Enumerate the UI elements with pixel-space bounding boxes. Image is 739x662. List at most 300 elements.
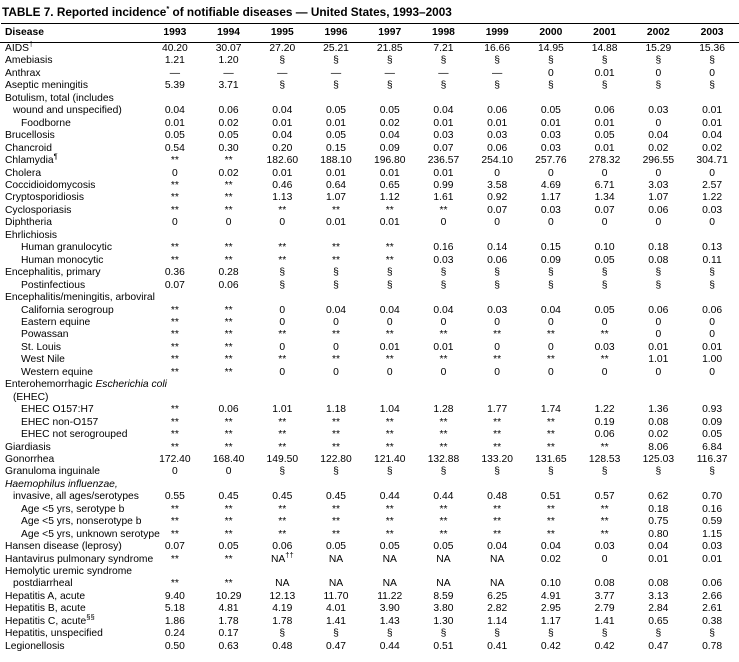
year-value-cell: ** xyxy=(546,441,555,453)
year-value-cell: ** xyxy=(278,242,287,254)
year-value-cell xyxy=(685,392,739,404)
year-value-cell: 0.02 xyxy=(648,429,669,441)
table-row xyxy=(0,230,739,242)
year-value-cell xyxy=(578,566,632,578)
year-value-cell: 0.47 xyxy=(325,640,347,652)
year-value-cell: 0.18 xyxy=(648,242,669,254)
year-value-cell xyxy=(578,379,632,391)
year-value-cell: ** xyxy=(439,441,448,453)
year-value-cell: 0.04 xyxy=(325,304,347,316)
year-value-cell: ** xyxy=(332,516,341,528)
column-header-disease: Disease xyxy=(0,24,148,43)
disease-label-cell: Hepatitis C, acute§§ xyxy=(5,612,95,627)
year-value-cell xyxy=(417,566,471,578)
year-value-cell: 0 xyxy=(655,366,662,378)
table-row xyxy=(0,429,739,441)
table-row xyxy=(0,192,739,204)
year-value-cell: 0 xyxy=(548,341,554,353)
year-value-cell: ** xyxy=(278,503,287,515)
year-value-cell: 0.04 xyxy=(648,130,669,142)
year-value-cell: ** xyxy=(439,429,448,441)
year-value-cell: ** xyxy=(224,316,233,328)
year-value-cell: ** xyxy=(385,254,394,266)
year-value-cell: 0 xyxy=(709,316,715,328)
year-value-cell: 0.07 xyxy=(164,279,185,291)
year-value-cell: 0.08 xyxy=(648,254,669,266)
year-value-cell: 3.77 xyxy=(594,590,615,602)
disease-label-cell: EHEC not serogrouped xyxy=(21,429,128,441)
year-value-cell: § xyxy=(601,55,608,67)
year-value-cell: 0.08 xyxy=(594,578,615,590)
year-value-cell: ** xyxy=(385,516,394,528)
year-value-cell: 0.45 xyxy=(218,491,239,503)
year-value-cell: ** xyxy=(600,516,609,528)
year-value-cell: § xyxy=(709,80,715,92)
year-value-cell: § xyxy=(548,466,554,478)
year-value-cell: 0.06 xyxy=(272,541,293,553)
year-value-cell: ** xyxy=(600,354,609,366)
year-value-cell: ** xyxy=(546,503,555,515)
year-value-cell: 0 xyxy=(333,341,339,353)
year-value-cell: 128.53 xyxy=(588,453,621,465)
year-value-cell: 3.71 xyxy=(218,80,239,92)
year-value-cell: ** xyxy=(385,204,394,216)
year-value-cell: ** xyxy=(493,416,502,428)
year-value-cell: 0.06 xyxy=(648,204,669,216)
year-value-cell: 0 xyxy=(709,366,715,378)
notifiable-diseases-table xyxy=(0,24,739,653)
year-value-cell: 11.22 xyxy=(377,590,403,602)
year-value-cell xyxy=(578,292,632,304)
year-value-cell: ** xyxy=(224,553,233,565)
table-row xyxy=(0,329,739,341)
disease-label-cell: Age <5 yrs, unknown serotype xyxy=(21,528,160,540)
year-value-cell: 0.03 xyxy=(540,204,561,216)
year-value-cell xyxy=(309,379,363,391)
year-value-cell: 0 xyxy=(548,366,554,378)
year-value-cell: 0 xyxy=(333,366,339,378)
year-value-cell: 0.01 xyxy=(433,117,454,129)
year-value-cell: ** xyxy=(170,578,179,590)
year-value-cell xyxy=(524,566,578,578)
year-value-cell: 0.05 xyxy=(594,254,615,266)
year-value-cell: 0.02 xyxy=(379,117,400,129)
year-value-cell: 0.44 xyxy=(379,491,400,503)
year-value-cell: § xyxy=(386,80,393,92)
disease-label-cell: Amebiasis xyxy=(5,55,53,67)
year-value-cell xyxy=(524,93,578,105)
year-value-cell: 0.01 xyxy=(379,217,400,229)
year-value-cell: ** xyxy=(224,192,233,204)
year-value-cell: 1.17 xyxy=(540,192,561,204)
year-value-cell: 0.41 xyxy=(487,640,508,652)
year-value-cell xyxy=(363,392,417,404)
year-value-cell: 1.78 xyxy=(218,615,239,627)
year-value-cell: 0.01 xyxy=(272,167,293,179)
table-row xyxy=(0,255,739,267)
year-value-cell xyxy=(202,379,256,391)
year-value-cell: 0.28 xyxy=(218,267,239,279)
year-value-cell: 0.06 xyxy=(594,429,615,441)
year-value-cell: 3.13 xyxy=(648,590,669,602)
table-row xyxy=(0,280,739,292)
column-header-year-2003: 2003 xyxy=(685,24,739,43)
year-value-cell: 0.03 xyxy=(594,541,615,553)
year-value-cell: ** xyxy=(278,416,287,428)
year-value-cell: 125.03 xyxy=(642,453,675,465)
year-value-cell: § xyxy=(333,80,339,92)
year-value-cell: 3.03 xyxy=(648,179,669,191)
year-value-cell: ** xyxy=(170,254,179,266)
year-value-cell: 1.43 xyxy=(379,615,400,627)
year-value-cell: 1.13 xyxy=(272,192,293,204)
year-value-cell: § xyxy=(601,628,608,640)
year-value-cell xyxy=(309,392,363,404)
year-value-cell: 0.01 xyxy=(325,117,347,129)
year-value-cell: 0 xyxy=(601,217,608,229)
year-value-cell: § xyxy=(494,628,501,640)
year-value-cell: § xyxy=(709,279,715,291)
year-value-cell: ** xyxy=(224,155,233,167)
year-value-cell: 0.10 xyxy=(594,242,615,254)
year-value-cell: ** xyxy=(439,329,448,341)
disease-label-cell: Diphtheria xyxy=(5,217,52,229)
year-value-cell: ** xyxy=(332,416,341,428)
year-value-cell xyxy=(363,566,417,578)
year-value-cell: 1.00 xyxy=(702,354,723,366)
table-row xyxy=(0,591,739,603)
year-value-cell: ** xyxy=(224,429,233,441)
year-value-cell: 0.06 xyxy=(702,304,723,316)
year-value-cell: ** xyxy=(439,204,448,216)
table-row xyxy=(0,180,739,192)
year-value-cell: 0.04 xyxy=(379,304,400,316)
year-value-cell: 0 xyxy=(494,167,501,179)
year-value-cell xyxy=(631,479,685,491)
year-value-cell: ** xyxy=(546,516,555,528)
year-value-cell: 0.05 xyxy=(594,304,615,316)
disease-label-cell: Chancroid xyxy=(5,142,52,154)
year-value-cell: ** xyxy=(224,204,233,216)
year-value-cell: § xyxy=(655,267,662,279)
table-row xyxy=(0,392,739,404)
table-row xyxy=(0,43,739,56)
year-value-cell: § xyxy=(440,55,447,67)
year-value-cell: ** xyxy=(439,416,448,428)
year-value-cell: § xyxy=(279,466,286,478)
year-value-cell: 1.41 xyxy=(325,615,347,627)
year-value-cell: 0.04 xyxy=(272,105,293,117)
year-value-cell xyxy=(148,392,202,404)
year-value-cell: 0.01 xyxy=(702,117,723,129)
year-value-cell xyxy=(524,392,578,404)
table-row xyxy=(0,205,739,217)
year-value-cell: 0 xyxy=(709,217,715,229)
column-header-year-1997: 1997 xyxy=(363,24,417,43)
year-value-cell: 0.03 xyxy=(433,254,454,266)
year-value-cell: ** xyxy=(493,441,502,453)
table-row xyxy=(0,342,739,354)
year-value-cell: 14.95 xyxy=(538,43,564,54)
year-value-cell: ** xyxy=(170,429,179,441)
year-value-cell: 0 xyxy=(279,366,286,378)
year-value-cell: ** xyxy=(493,329,502,341)
disease-label-cell: Foodborne xyxy=(21,117,71,129)
year-value-cell: ** xyxy=(600,441,609,453)
table-row xyxy=(0,466,739,478)
year-value-cell: 0.07 xyxy=(433,142,454,154)
year-value-cell: § xyxy=(333,466,339,478)
year-value-cell: NA xyxy=(490,578,505,590)
disease-label-cell: wound and unspecified) xyxy=(13,105,122,117)
year-value-cell: § xyxy=(333,55,339,67)
year-value-cell: 1.17 xyxy=(540,615,561,627)
column-header-year-2000: 2000 xyxy=(524,24,578,43)
year-value-cell: ** xyxy=(332,528,341,540)
year-value-cell: 0.01 xyxy=(702,553,723,565)
year-value-cell: ** xyxy=(385,416,394,428)
year-value-cell: ** xyxy=(224,304,233,316)
year-value-cell: 0.10 xyxy=(540,578,561,590)
year-value-cell: 0.45 xyxy=(325,491,347,503)
disease-label-cell: Haemophilus influenzae, xyxy=(5,478,118,490)
year-value-cell: 168.40 xyxy=(212,453,245,465)
year-value-cell: 0.17 xyxy=(218,628,239,640)
year-value-cell: 15.36 xyxy=(699,43,725,54)
year-value-cell: 0.01 xyxy=(325,167,347,179)
year-value-cell: 0.15 xyxy=(325,142,347,154)
year-value-cell: ** xyxy=(493,516,502,528)
year-value-cell: 0.03 xyxy=(540,142,561,154)
year-value-cell: § xyxy=(279,628,286,640)
year-value-cell xyxy=(202,292,256,304)
year-value-cell: NA xyxy=(436,578,451,590)
year-value-cell: ** xyxy=(170,354,179,366)
year-value-cell: 0.36 xyxy=(164,267,185,279)
year-value-cell: 0.06 xyxy=(648,304,669,316)
disease-label-cell: Granuloma inguinale xyxy=(5,466,101,478)
year-value-cell: NA xyxy=(275,578,290,590)
year-value-cell: 0.44 xyxy=(379,640,400,652)
year-value-cell: 0.03 xyxy=(594,341,615,353)
disease-label-cell: Cyclosporiasis xyxy=(5,204,72,216)
year-value-cell: 1.20 xyxy=(218,55,239,67)
year-value-cell: 1.01 xyxy=(272,404,293,416)
year-value-cell: 0 xyxy=(494,316,501,328)
year-value-cell: 0 xyxy=(601,167,608,179)
year-value-cell: 4.91 xyxy=(540,590,561,602)
year-value-cell: 0.04 xyxy=(540,541,561,553)
disease-label-cell: Powassan xyxy=(21,329,69,341)
year-value-cell xyxy=(470,379,524,391)
year-value-cell xyxy=(255,566,309,578)
year-value-cell xyxy=(202,392,256,404)
year-value-cell: 182.60 xyxy=(266,155,299,167)
year-value-cell: 0.16 xyxy=(702,503,723,515)
year-value-cell: 0.19 xyxy=(594,416,615,428)
year-value-cell: 2.61 xyxy=(702,603,723,615)
table-row xyxy=(0,317,739,329)
year-value-cell: 0 xyxy=(494,341,501,353)
year-value-cell: 0 xyxy=(386,366,393,378)
year-value-cell xyxy=(470,479,524,491)
year-value-cell: § xyxy=(440,80,447,92)
year-value-cell: 0.42 xyxy=(540,640,561,652)
year-value-cell: 1.77 xyxy=(487,404,508,416)
year-value-cell xyxy=(470,230,524,242)
year-value-cell: 0.20 xyxy=(272,142,293,154)
year-value-cell xyxy=(363,379,417,391)
year-value-cell xyxy=(417,93,471,105)
year-value-cell: 0 xyxy=(440,217,447,229)
year-value-cell: ** xyxy=(224,254,233,266)
year-value-cell: § xyxy=(494,55,501,67)
year-value-cell: 0.01 xyxy=(540,117,561,129)
year-value-cell: ** xyxy=(546,329,555,341)
year-value-cell: 15.29 xyxy=(645,43,672,54)
year-value-cell: 0.01 xyxy=(433,167,454,179)
year-value-cell: 1.21 xyxy=(164,55,185,67)
table-row xyxy=(0,168,739,180)
year-value-cell: 131.65 xyxy=(535,453,567,465)
table-row xyxy=(0,68,739,80)
year-value-cell: § xyxy=(548,55,554,67)
year-value-cell: ** xyxy=(170,204,179,216)
year-value-cell: 188.10 xyxy=(320,155,352,167)
year-value-cell xyxy=(148,566,202,578)
year-value-cell: 0.06 xyxy=(218,105,239,117)
year-value-cell: 0 xyxy=(655,316,662,328)
year-value-cell xyxy=(470,93,524,105)
year-value-cell: 2.66 xyxy=(702,590,723,602)
year-value-cell: § xyxy=(333,628,339,640)
year-value-cell: ** xyxy=(600,503,609,515)
year-value-cell xyxy=(417,292,471,304)
year-value-cell: 21.85 xyxy=(376,43,403,54)
disease-label-cell: Botulism, total (includes xyxy=(5,92,114,104)
year-value-cell: 116.37 xyxy=(696,453,728,465)
year-value-cell: 0.93 xyxy=(702,404,723,416)
year-value-cell: ** xyxy=(224,366,233,378)
year-value-cell: 0.47 xyxy=(648,640,669,652)
year-value-cell: 0.09 xyxy=(702,416,723,428)
year-value-cell xyxy=(631,392,685,404)
year-value-cell: 1.07 xyxy=(325,192,347,204)
year-value-cell: ** xyxy=(546,354,555,366)
disease-label-cell: St. Louis xyxy=(21,341,62,353)
table-row xyxy=(0,80,739,92)
year-value-cell: § xyxy=(494,466,501,478)
year-value-cell: 0.18 xyxy=(648,503,669,515)
year-value-cell xyxy=(202,566,256,578)
year-value-cell: 0 xyxy=(171,167,178,179)
disease-label-cell: Gonorrhea xyxy=(5,453,55,465)
year-value-cell: ** xyxy=(170,316,179,328)
year-value-cell: 0 xyxy=(386,316,393,328)
table-row xyxy=(0,454,739,466)
year-value-cell xyxy=(470,566,524,578)
year-value-cell: 0.09 xyxy=(379,142,400,154)
year-value-cell xyxy=(685,93,739,105)
year-value-cell: 1.01 xyxy=(648,354,669,366)
year-value-cell: ** xyxy=(170,242,179,254)
year-value-cell: § xyxy=(333,279,339,291)
year-value-cell: 3.90 xyxy=(379,603,400,615)
year-value-cell: ** xyxy=(170,528,179,540)
year-value-cell: 0.62 xyxy=(648,491,669,503)
year-value-cell: § xyxy=(494,279,501,291)
table-row xyxy=(0,55,739,67)
year-value-cell: 25.21 xyxy=(323,43,349,54)
year-value-cell: 6.71 xyxy=(594,179,615,191)
year-value-cell: 0.63 xyxy=(218,640,239,652)
year-value-cell: 0 xyxy=(279,341,286,353)
year-value-cell: 0.99 xyxy=(433,179,454,191)
year-value-cell xyxy=(363,93,417,105)
year-value-cell xyxy=(309,566,363,578)
year-value-cell: 0.01 xyxy=(648,341,669,353)
year-value-cell: 0.04 xyxy=(433,105,454,117)
disease-label-cell: Hansen disease (leprosy) xyxy=(5,541,122,553)
year-value-cell xyxy=(685,379,739,391)
year-value-cell: § xyxy=(655,80,662,92)
year-value-cell: 2.79 xyxy=(594,603,615,615)
table-row xyxy=(0,417,739,429)
year-value-cell: 0.05 xyxy=(325,130,347,142)
year-value-cell: ** xyxy=(224,354,233,366)
year-value-cell: § xyxy=(440,267,447,279)
disease-label-cell: West Nile xyxy=(21,354,65,366)
year-value-cell: ** xyxy=(546,416,555,428)
year-value-cell: ** xyxy=(170,192,179,204)
year-value-cell: ** xyxy=(170,441,179,453)
year-value-cell xyxy=(363,230,417,242)
table-header-row xyxy=(0,24,739,43)
year-value-cell: 0.04 xyxy=(648,541,669,553)
year-value-cell: ** xyxy=(332,242,341,254)
year-value-cell: 2.84 xyxy=(648,603,669,615)
year-value-cell: § xyxy=(279,279,286,291)
year-value-cell: § xyxy=(601,466,608,478)
year-value-cell: 0.04 xyxy=(487,541,508,553)
year-value-cell xyxy=(578,392,632,404)
year-value-cell xyxy=(631,379,685,391)
year-value-cell: 0 xyxy=(601,553,608,565)
year-value-cell: 0.92 xyxy=(487,192,508,204)
year-value-cell: 27.20 xyxy=(269,43,296,54)
year-value-cell: 0.01 xyxy=(594,117,615,129)
disease-label-cell: Hepatitis A, acute xyxy=(5,590,86,602)
year-value-cell xyxy=(631,93,685,105)
year-value-cell: ** xyxy=(224,578,233,590)
year-value-cell: 296.55 xyxy=(642,155,675,167)
disease-label-cell: Hemolytic uremic syndrome xyxy=(5,566,133,578)
year-value-cell: ** xyxy=(170,179,179,191)
year-value-cell: 0.54 xyxy=(164,142,185,154)
year-value-cell: 0.42 xyxy=(594,640,615,652)
year-value-cell: 0.55 xyxy=(164,491,185,503)
year-value-cell: ** xyxy=(170,553,179,565)
year-value-cell: 0.03 xyxy=(648,105,669,117)
year-value-cell xyxy=(417,479,471,491)
year-value-cell: 0.50 xyxy=(164,640,185,652)
year-value-cell: 0 xyxy=(601,316,608,328)
year-value-cell: 5.39 xyxy=(164,80,185,92)
year-value-cell: 0.11 xyxy=(702,254,722,266)
year-value-cell: ** xyxy=(546,528,555,540)
year-value-cell: § xyxy=(279,267,286,279)
year-value-cell: 0.05 xyxy=(325,541,347,553)
